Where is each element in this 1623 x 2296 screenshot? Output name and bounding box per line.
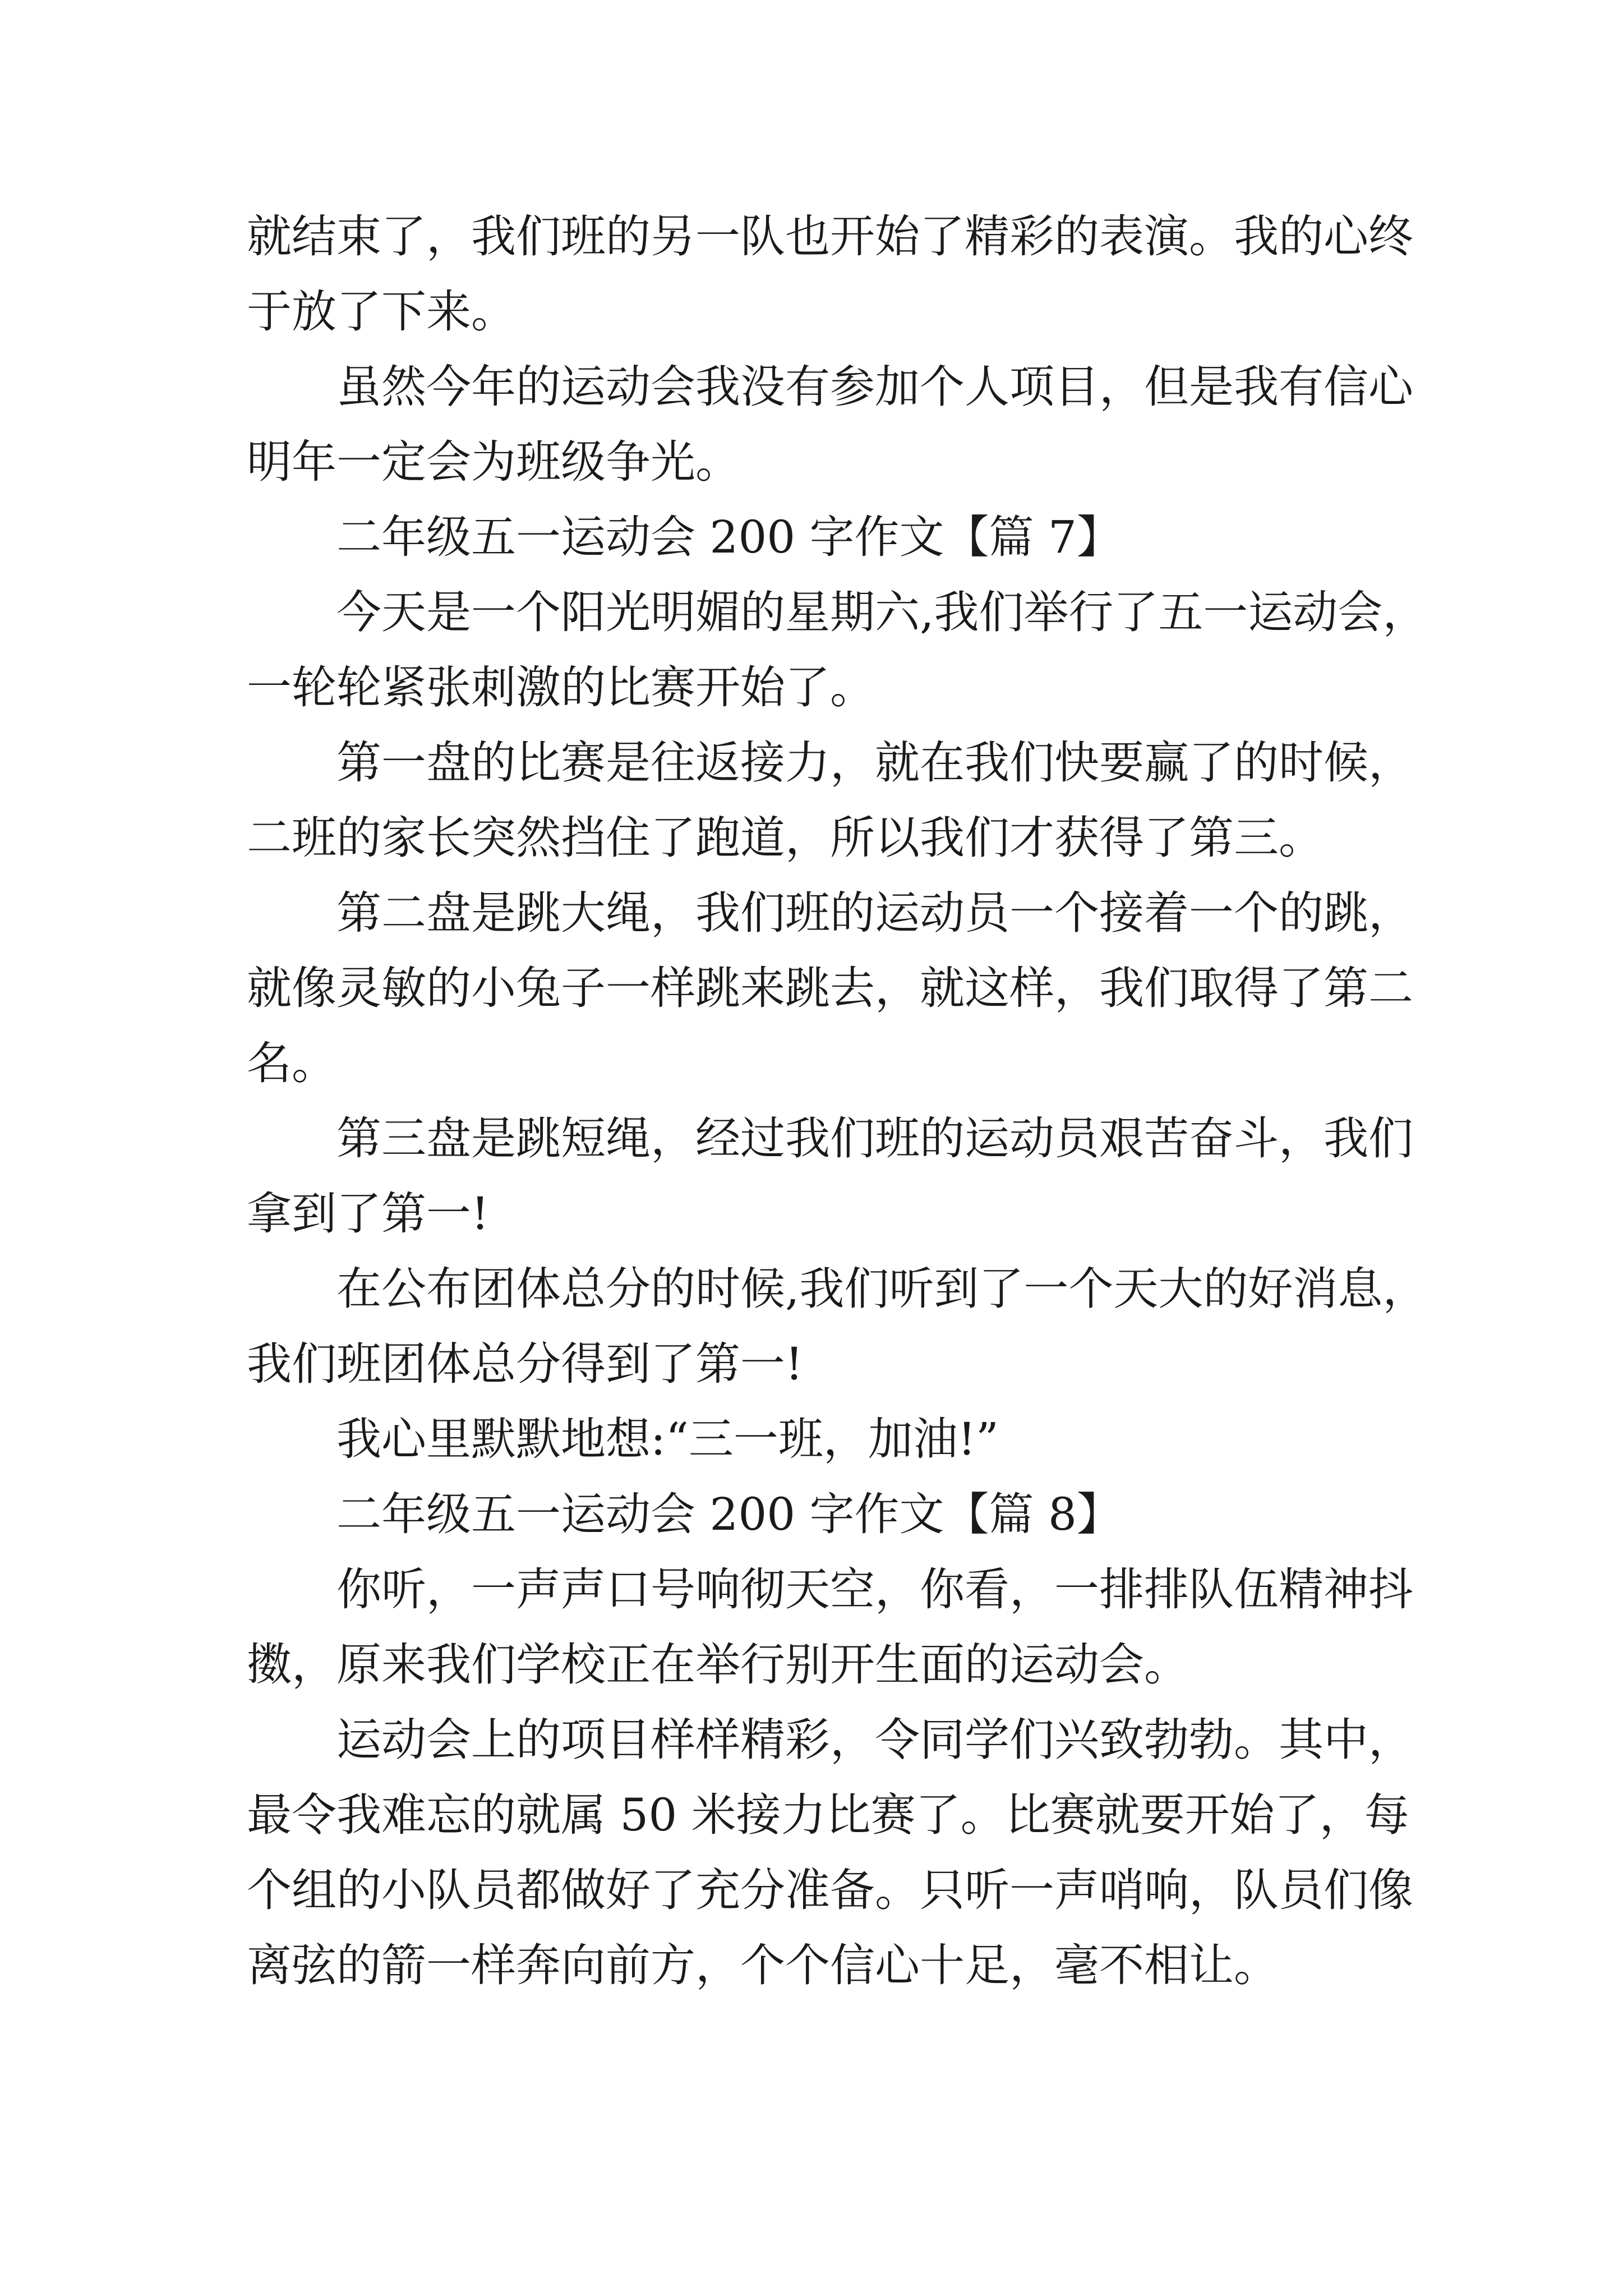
text-line: 擞，原来我们学校正在举行别开生面的运动会。	[247, 1639, 1189, 1691]
paragraph-start: 第一盘的比赛是往返接力，就在我们快要赢了的时候，	[336, 737, 1413, 789]
paragraph-start: 在公布团体总分的时候,我们听到了一个天大的好消息，	[336, 1263, 1428, 1315]
text-line: 我们班团体总分得到了第一!	[247, 1338, 804, 1390]
text-line: 最令我难忘的就属 50 米接力比赛了。比赛就要开始了，每	[247, 1789, 1409, 1841]
text-line: 离弦的箭一样奔向前方，个个信心十足，毫不相让。	[247, 1939, 1279, 1991]
text-line: 明年一定会为班级争光。	[247, 436, 740, 488]
text-line: 个组的小队员都做好了充分准备。只听一声哨响，队员们像	[247, 1864, 1413, 1916]
section-heading-7: 二年级五一运动会 200 字作文【篇 7】	[336, 511, 1122, 563]
section-heading-8: 二年级五一运动会 200 字作文【篇 8】	[336, 1488, 1122, 1540]
text-line: 二班的家长突然挡住了跑道，所以我们才获得了第三。	[247, 812, 1324, 864]
text-line: 于放了下来。	[247, 286, 516, 338]
paragraph-start: 运动会上的项目样样精彩，令同学们兴致勃勃。其中，	[336, 1714, 1413, 1766]
document-body	[247, 199, 1428, 2003]
paragraph-start: 你听，一声声口号响彻天空，你看，一排排队伍精神抖	[336, 1563, 1413, 1616]
text-line: 就结束了，我们班的另一队也开始了精彩的表演。我的心终	[247, 210, 1413, 263]
paragraph-start: 我心里默默地想:“三一班，加油!”	[336, 1413, 999, 1465]
paragraph-start: 第二盘是跳大绳，我们班的运动员一个接着一个的跳，	[336, 887, 1413, 939]
text-line: 拿到了第一!	[247, 1188, 490, 1240]
text-line: 名。	[247, 1037, 336, 1089]
text-line: 一轮轮紧张刺激的比赛开始了。	[247, 661, 875, 714]
text-line: 就像灵敏的小兔子一样跳来跳去，就这样，我们取得了第二	[247, 962, 1413, 1014]
paragraph-start: 虽然今年的运动会我没有参加个人项目，但是我有信心	[336, 361, 1413, 413]
paragraph-start: 第三盘是跳短绳，经过我们班的运动员艰苦奋斗，我们	[336, 1112, 1413, 1165]
paragraph-start: 今天是一个阳光明媚的星期六,我们举行了五一运动会，	[336, 586, 1428, 638]
